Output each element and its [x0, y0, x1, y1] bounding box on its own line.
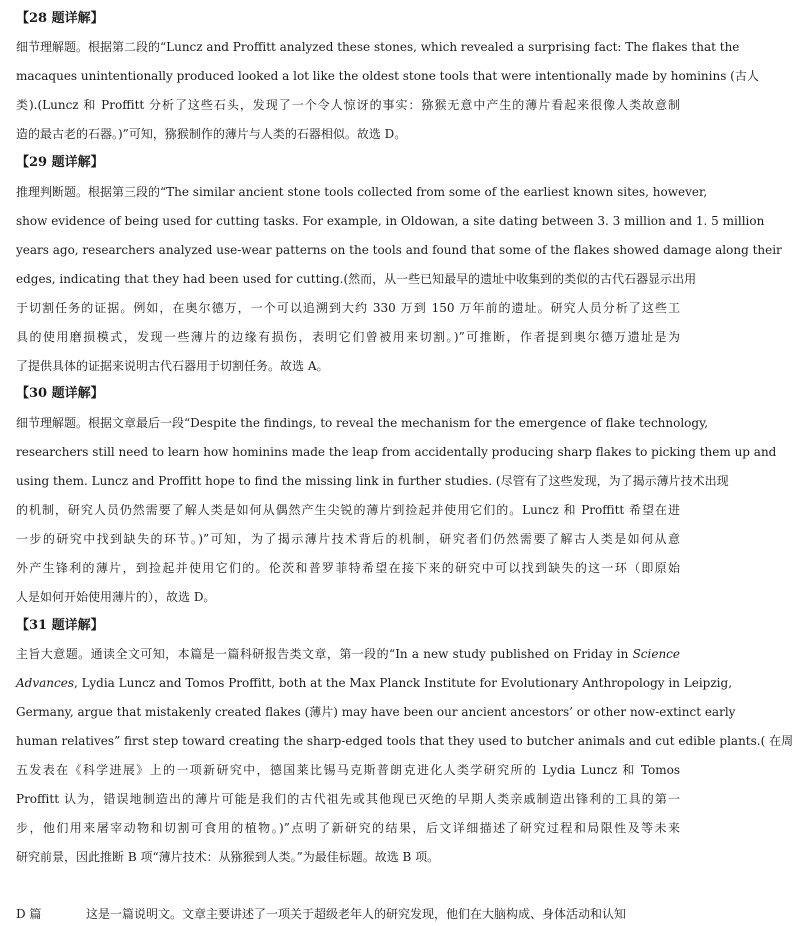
q31-line: Germany, argue that mistakenly created flakes (薄片) may have been our ancient ancestors’ or other now-extinct early [16, 705, 736, 719]
q31-line [16, 675, 733, 691]
q28-heading: 【28 题详解】 [16, 11, 104, 26]
q31-heading: 【31 题详解】 [16, 618, 104, 633]
q31-line: human relatives” first step toward creating the sharp-edged tools that they used to butcher animals and cut edible plants.( 在周 [16, 734, 793, 748]
q28-line: macaques unintentionally produced looked a lot like the oldest stone tools that were intentionally made by hominins (古人 [16, 69, 759, 83]
q30-line: researchers still need to learn how hominins made the leap from accidentally producing sharp flakes to picking them up and [16, 445, 777, 459]
q29-line: 具的使用磨损模式，发现一些薄片的边缘有损伤，表明它们曾被用来切割。)”可推断，作者提到奥尔德万遗址是为 [16, 330, 680, 344]
q31-line1-text: 主旨大意题。通读全文可知，本篇是一篇科研报告类文章，第一段的“In a new study published on Friday in [16, 647, 633, 661]
section-d-summary: 这是一篇说明文。文章主要讲述了一项关于超级老年人的研究发现，他们在大脑构成、身体活动和认知 [86, 907, 627, 921]
q31-line2-text: , Lydia Luncz and Tomos Proffitt, both at the Max Planck Institute for Evolutionary Anthropology in Leipzig, [74, 676, 733, 690]
q29-line: show evidence of being used for cutting tasks. For example, in Oldowan, a site dating between 3. 3 million and 1. 5 million [16, 214, 765, 228]
section-d-label: D 篇 [16, 907, 42, 921]
q31-line: Proffitt 认为，错误地制造出的薄片可能是我们的古代祖先或其他现已灭绝的早期人类亲戚制造出锋利的工具的第一 [16, 792, 680, 806]
q31-line: 研究前景，因此推断 B 项“薄片技术：从猕猴到人类。”为最佳标题。故选 B 项。 [16, 850, 440, 864]
q30-line: 的机制，研究人员仍然需要了解人类是如何从偶然产生尖锐的薄片到捡起并使用它们的。Luncz 和 Proffitt 希望在进 [16, 503, 680, 517]
q30-line: 一步的研究中找到缺失的环节。)”可知，为了揭示薄片技术背后的机制，研究者们仍然需要了解古人类是如何从意 [16, 532, 680, 546]
journal-name-italic: Science [632, 647, 680, 661]
q30-line: 细节理解题。根据文章最后一段“Despite the findings, to reveal the mechanism for the emergence of flake technology, [16, 416, 709, 430]
q31-line: 步，他们用来屠宰动物和切割可食用的植物。)”点明了新研究的结果，后文详细描述了研究过程和局限性及等未来 [16, 821, 680, 835]
q31-line [16, 646, 680, 662]
q28-line: 类).(Luncz 和 Proffitt 分析了这些石头，发现了一个令人惊讶的事实：猕猴无意中产生的薄片看起来很像人类故意制 [16, 98, 680, 112]
q29-line: 推理判断题。根据第三段的“The similar ancient stone tools collected from some of the earliest known sites, however, [16, 185, 708, 199]
q29-line: edges, indicating that they had been used for cutting.(然而，从一些已知最早的遗址中收集到的类似的古代石器显示出用 [16, 272, 697, 286]
q29-heading: 【29 题详解】 [16, 155, 104, 170]
q28-line: 细节理解题。根据第二段的“Luncz and Proffitt analyzed these stones, which revealed a surprising fact: The flakes that the [16, 40, 740, 54]
q30-heading: 【30 题详解】 [16, 386, 104, 401]
q30-line: using them. Luncz and Proffitt hope to find the missing link in further studies. (尽管有了这些发现，为了揭示薄片技术出现 [16, 474, 729, 488]
q28-line: 造的最古老的石器。)”可知，猕猴制作的薄片与人类的石器相似。故选 D。 [16, 127, 407, 141]
journal-name-italic: Advances [16, 676, 74, 690]
q29-line: years ago, researchers analyzed use-wear patterns on the tools and found that some of the flakes showed damage along their [16, 243, 782, 257]
q31-line: 五发表在《科学进展》上的一项新研究中，德国莱比锡马克斯普朗克进化人类学研究所的 Lydia Luncz 和 Tomos [16, 763, 680, 777]
q30-line: 人是如何开始使用薄片的），故选 D。 [16, 590, 216, 604]
q29-line: 于切割任务的证据。例如，在奥尔德万，一个可以追溯到大约 330 万到 150 万年前的遗址。研究人员分析了这些工 [16, 301, 680, 315]
q29-line: 了提供具体的证据来说明古代石器用于切割任务。故选 A。 [16, 359, 329, 373]
q30-line: 外产生锋利的薄片，到捡起并使用它们的。伦茨和普罗菲特希望在接下来的研究中可以找到缺失的这一环（即原始 [16, 561, 680, 575]
